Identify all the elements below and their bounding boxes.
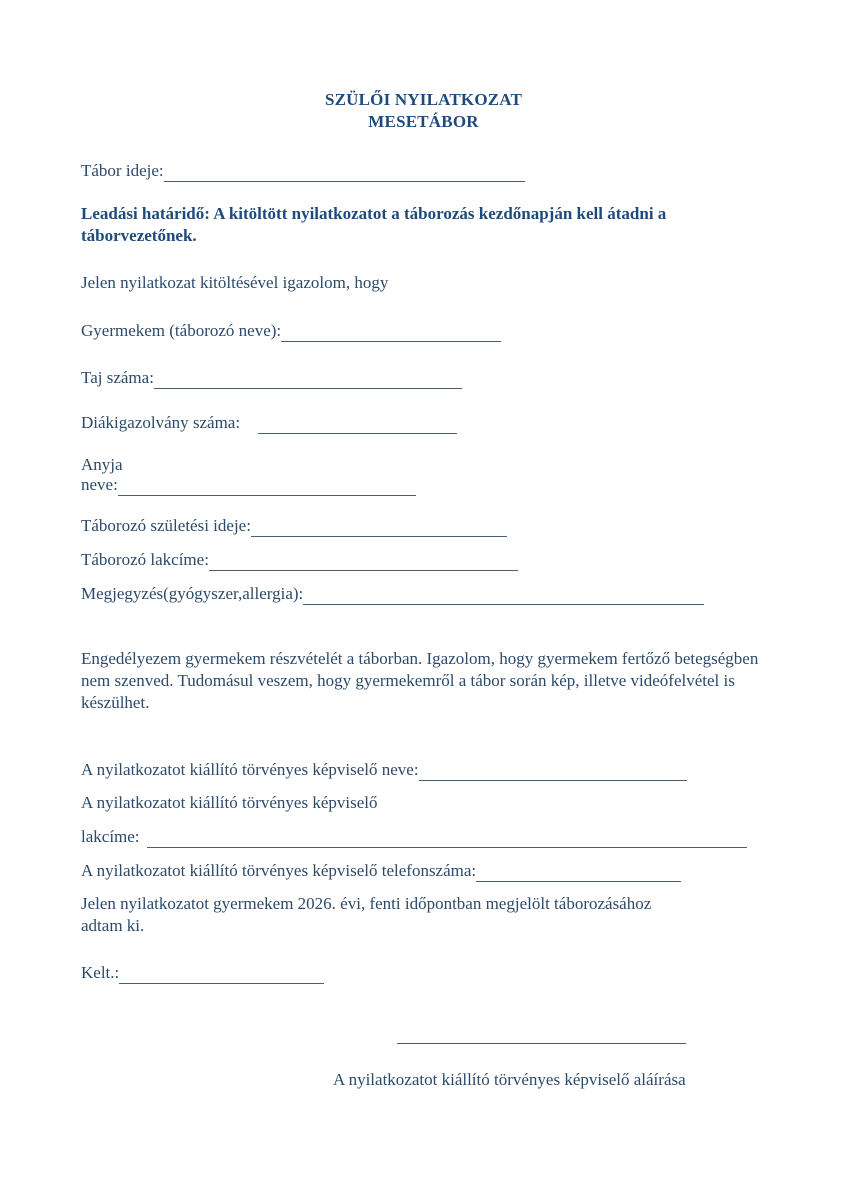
guardian-address-label: lakcíme: — [81, 827, 140, 846]
guardian-name-label: A nyilatkozatot kiállító törvényes képviselő neve: — [81, 760, 419, 779]
date-field[interactable] — [119, 965, 324, 984]
birth-date-field[interactable] — [251, 518, 507, 537]
camper-address-label: Táborozó lakcíme: — [81, 550, 209, 569]
guardian-address-label-line1: A nyilatkozatot kiállító törvényes képviselő — [81, 793, 378, 812]
mother-name-label: neve: — [81, 475, 118, 494]
mother-name-label-line1: Anyja — [81, 455, 123, 474]
camp-dates-field[interactable] — [164, 163, 525, 182]
birth-date-row — [81, 516, 507, 537]
taj-row — [81, 368, 462, 389]
student-id-row — [81, 413, 457, 434]
student-id-field[interactable] — [258, 415, 457, 434]
camper-address-field[interactable] — [209, 552, 518, 571]
taj-field[interactable] — [154, 370, 462, 389]
form-subtitle: MESETÁBOR — [368, 112, 479, 131]
taj-label: Taj száma: — [81, 368, 154, 387]
form-title: SZÜLŐI NYILATKOZAT — [324, 90, 523, 109]
guardian-phone-field[interactable] — [476, 863, 681, 882]
notes-row — [81, 584, 704, 605]
date-row — [81, 963, 324, 984]
guardian-name-row — [81, 760, 687, 781]
notes-label: Megjegyzés(gyógyszer,allergia): — [81, 584, 304, 603]
guardian-phone-label: A nyilatkozatot kiállító törvényes képviselő telefonszáma: — [81, 861, 477, 880]
child-name-label: Gyermekem (táborozó neve): — [81, 321, 282, 340]
deadline-notice: Leadási határidő: A kitöltött nyilatkozatot a táborozás kezdőnapján kell átadni a táborvezetőnek. — [81, 204, 667, 245]
child-name-row — [81, 321, 501, 342]
camp-dates-row — [81, 161, 525, 182]
guardian-name-field[interactable] — [419, 762, 687, 781]
guardian-address-field[interactable] — [147, 829, 747, 848]
date-label: Kelt.: — [81, 963, 120, 982]
mother-name-row — [81, 475, 416, 496]
camper-address-row — [81, 550, 518, 571]
consent-text: Engedélyezem gyermekem részvételét a táborban. Igazolom, hogy gyermekem fertőző betegségben nem szenved. Tudomásul veszem, hogy gyermekemről a tábor során kép, illetve videófelvétel is készülhet. — [81, 649, 759, 712]
birth-date-label: Táborozó születési ideje: — [81, 516, 251, 535]
signature-line[interactable] — [397, 1043, 686, 1044]
mother-name-field[interactable] — [118, 477, 416, 496]
signature-caption: A nyilatkozatot kiállító törvényes képviselő aláírása — [333, 1070, 686, 1089]
intro-text: Jelen nyilatkozat kitöltésével igazolom, hogy — [81, 273, 389, 292]
student-id-label: Diákigazolvány száma: — [81, 413, 241, 432]
child-name-field[interactable] — [281, 323, 501, 342]
guardian-address-row — [81, 827, 747, 848]
camp-dates-label: Tábor ideje: — [81, 161, 164, 180]
notes-field[interactable] — [303, 586, 704, 605]
guardian-phone-row — [81, 861, 681, 882]
declaration-text: Jelen nyilatkozatot gyermekem 2026. évi, fenti időpontban megjelölt táborozásához adtam ki. — [81, 894, 652, 935]
